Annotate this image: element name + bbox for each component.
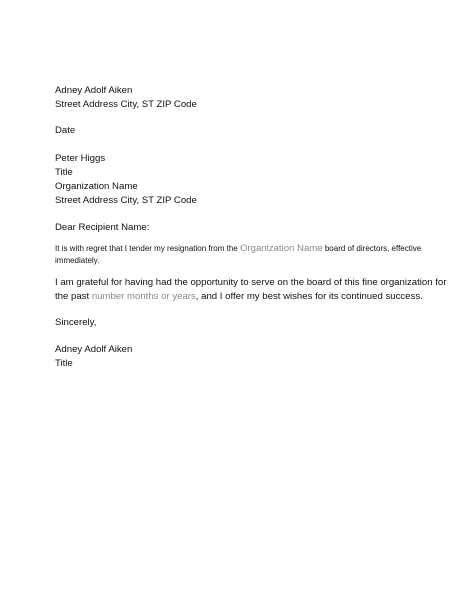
signature-name: Adney Adolf Aiken xyxy=(55,344,133,355)
paragraph-resignation-text-before: It is with regret that I tender my resignation from the xyxy=(55,244,240,253)
paragraph-resignation-text-after: board of directors, effective xyxy=(322,244,422,253)
recipient-block xyxy=(55,152,427,208)
paragraph-resignation xyxy=(55,243,427,266)
sender-name: Adney Adolf Aiken xyxy=(55,85,133,96)
closing-text: Sincerely, xyxy=(55,317,97,328)
date-block xyxy=(55,124,427,138)
sender-block xyxy=(55,84,427,112)
paragraph-gratitude-line-1: I am grateful for having had the opportunity to serve on the board of this fine organization for xyxy=(55,277,447,288)
recipient-title: Title xyxy=(55,167,73,178)
recipient-organization: Organization Name xyxy=(55,181,138,192)
paragraph-gratitude-text-before: the past xyxy=(55,291,92,302)
letter-date: Date xyxy=(55,125,76,136)
recipient-address: Street Address City, ST ZIP Code xyxy=(55,195,197,206)
sender-address: Street Address City, ST ZIP Code xyxy=(55,99,197,110)
signature-block xyxy=(55,343,427,371)
paragraph-gratitude-line-2 xyxy=(55,290,427,304)
signature-title: Title xyxy=(55,358,73,369)
organization-name-placeholder: Organization Name xyxy=(239,243,323,254)
salutation-text: Dear Recipient Name: xyxy=(55,222,150,233)
duration-placeholder: number months or years xyxy=(91,291,196,302)
paragraph-gratitude xyxy=(55,276,447,304)
paragraph-resignation-line-2: immediately. xyxy=(55,255,100,265)
closing xyxy=(55,316,427,330)
salutation xyxy=(55,221,427,235)
paragraph-resignation-line-1 xyxy=(55,243,427,255)
paragraph-gratitude-text-after: , and I offer my best wishes for its continued success. xyxy=(195,291,423,302)
resignation-letter xyxy=(55,84,447,371)
recipient-name: Peter Higgs xyxy=(55,153,106,164)
